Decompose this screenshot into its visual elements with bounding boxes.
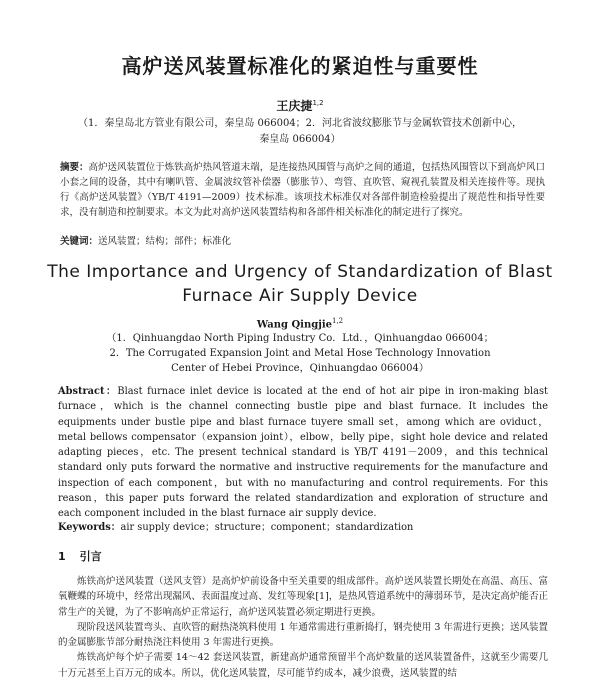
chinese-keywords-label: 关键词： xyxy=(60,236,99,247)
chinese-author xyxy=(0,97,600,114)
body-paragraph: 现阶段送风装置弯头、直吹管的耐热浇筑料使用 1 年通常需进行重新捣打，钢壳使用 3 年需进行更换；送风装置的金属膨胀节部分耐热浇注料使用 3 年需进行更换。 xyxy=(58,621,548,649)
english-abstract-label: Abstract： xyxy=(58,386,118,397)
english-title-line: Furnace Air Supply Device xyxy=(182,286,418,306)
chinese-keywords-text: 送风装置；结构；部件；标准化 xyxy=(98,236,232,247)
english-title xyxy=(0,260,600,308)
english-keywords-text: air supply device；structure；component；standardization xyxy=(120,522,414,533)
chinese-title: 高炉送风装置标准化的紧迫性与重要性 xyxy=(121,54,479,78)
english-abstract-text: Blast furnace inlet device is located at the end of hot air pipe in iron-making blast furnace，which is the channel connecting bustle pipe and blast furnace. It includes the equipments under bustle pipe and blast furnace tuyere small set，among which are oviduct，metal bellows compensator（expansion joint），elbow，belly pipe，sight hole device and related adapting pieces，etc. The present technical standard is YB/T 4191－2009，and this technical standard only puts forward the normative and instructive requirements for the manufacture and inspection of each component，but with no manufacturing and control requirements. For this reason，this paper puts forward the related standardization and exploration of structure and each component included in the blast furnace air supply device. xyxy=(58,386,548,520)
english-affiliation-line: （1．Qinhuangdao North Piping Industry Co．Ltd．，Qinhuangdao 066004； xyxy=(106,333,494,344)
chinese-author-superscript: 1,2 xyxy=(312,99,324,107)
english-author-name: Wang Qingjie xyxy=(256,319,332,331)
english-author xyxy=(0,317,600,330)
body-paragraph: 炼铁高炉送风装置（送风支管）是高炉炉前设备中至关重要的组成部件。高炉送风装置长期处在高温、高压、富氧鞭蝶的环境中，经常出现漏风、表面温度过高、发红等现象[1]，是热风管道系统中的薄弱环节，是决定高炉能否正常生产的关键，为了不影响高炉正常运行，高炉送风装置必须定期进行更换。 xyxy=(58,576,548,618)
english-affiliation-line: 2．The Corrugated Expansion Joint and Metal Hose Technology Innovation xyxy=(109,348,491,359)
body-text xyxy=(58,574,548,681)
chinese-affiliation xyxy=(60,116,540,148)
section-heading xyxy=(58,548,102,564)
english-affiliation-line: Center of Hebei Province，Qinhuangdao 066004） xyxy=(171,363,429,374)
section-number: 1 xyxy=(58,550,66,563)
body-paragraph: 炼铁高炉每个炉子需要 14～42 套送风装置，新建高炉通常预留半个高炉数量的送风装置备件，这就至少需要几十万元甚至上百万元的成本。所以，优化送风装置，尽可能节约成本，减少浪费，送风装置的结 xyxy=(58,652,548,679)
chinese-keywords xyxy=(60,235,545,249)
chinese-affiliation-line: 秦皇岛 066004） xyxy=(259,134,341,145)
chinese-abstract-text: 高炉送风装置位于炼铁高炉热风管道末端，是连接热风围管与高炉之间的通道，包括热风围管以下到高炉风口小套之间的设备，其中有喇叭管、金属波纹管补偿器（膨胀节）、弯管、直吹管、窥视孔装置及相关连接件等。现执行《高炉送风装置》（YB/T 4191—2009）技术标准。该项技术标准仅对各部件制造检验提出了规范性和指导性要求，没有制造和控制要求。本文为此对高炉送风装置结构和各部件相关标准化的制定进行了探究。 xyxy=(60,162,545,218)
section-title: 引言 xyxy=(79,550,102,563)
english-title-line: The Importance and Urgency of Standardization of Blast xyxy=(47,262,553,282)
english-abstract xyxy=(58,384,548,522)
english-keywords xyxy=(58,521,548,535)
chinese-author-name: 王庆捷 xyxy=(276,99,313,113)
english-keywords-label: Keywords： xyxy=(58,522,121,533)
english-author-superscript: 1,2 xyxy=(332,317,344,325)
english-affiliation xyxy=(60,331,540,376)
chinese-abstract-label: 摘要： xyxy=(60,162,89,173)
chinese-affiliation-line: （1．秦皇岛北方管业有限公司，秦皇岛 066004；2．河北省波纹膨胀节与金属软管技术创新中心， xyxy=(77,118,523,129)
chinese-abstract xyxy=(60,160,545,220)
